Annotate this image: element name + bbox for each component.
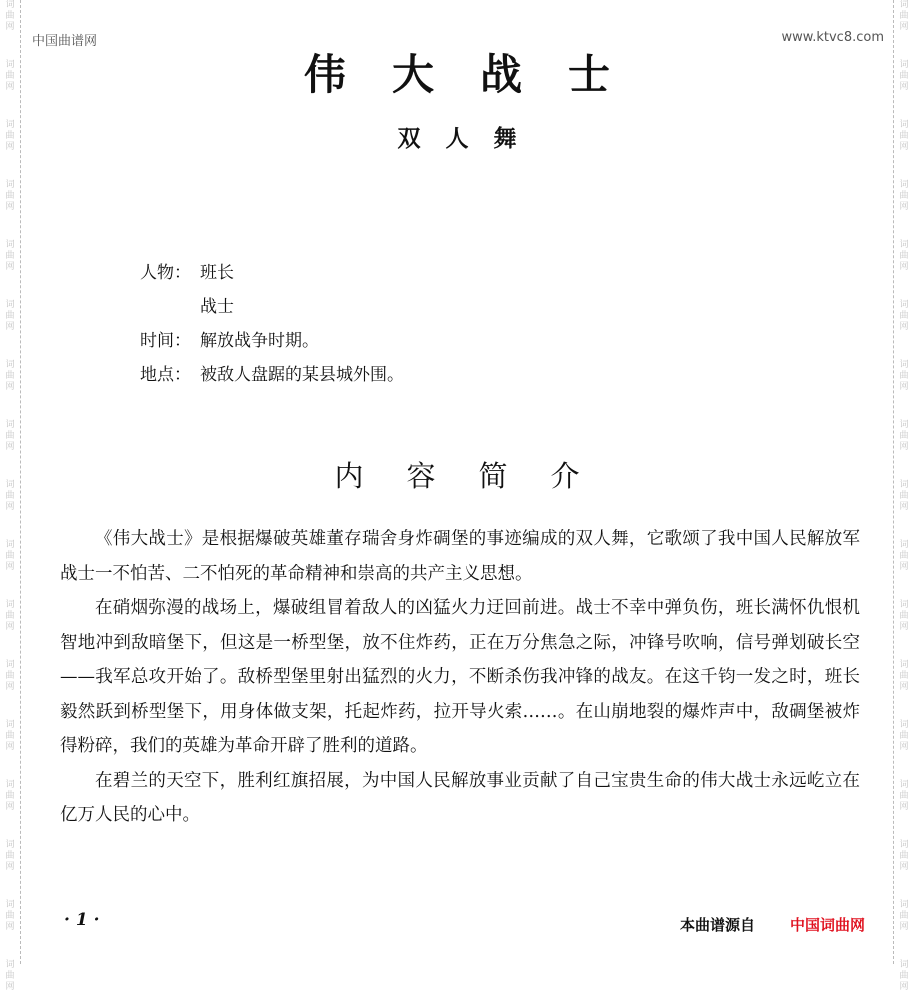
watermark-char: 词 xyxy=(5,720,15,730)
watermark-glyph-group xyxy=(894,840,914,873)
info-label: 人物： xyxy=(140,263,191,283)
watermark-char: 曲 xyxy=(5,251,15,261)
watermark-char: 曲 xyxy=(899,191,909,201)
watermark-glyph-group xyxy=(0,180,20,213)
watermark-char: 网 xyxy=(5,202,15,212)
page-title: 伟大战士 xyxy=(303,50,656,99)
watermark-char: 网 xyxy=(5,82,15,92)
watermark-char: 网 xyxy=(899,622,909,632)
watermark-glyph-group xyxy=(0,0,20,33)
watermark-char: 词 xyxy=(899,660,909,670)
watermark-char: 曲 xyxy=(5,671,15,681)
watermark-char: 词 xyxy=(5,480,15,490)
watermark-char: 词 xyxy=(5,660,15,670)
info-label: 地点： xyxy=(140,365,191,385)
site-url-right: www.ktvc8.com xyxy=(781,30,884,45)
watermark-char: 网 xyxy=(899,22,909,32)
watermark-char: 词 xyxy=(899,600,909,610)
watermark-char: 网 xyxy=(899,922,909,932)
cast-info xyxy=(140,256,404,392)
watermark-glyph-group xyxy=(0,240,20,273)
watermark-char: 网 xyxy=(899,202,909,212)
watermark-glyph-group xyxy=(0,720,20,753)
watermark-char: 曲 xyxy=(5,191,15,201)
watermark-char: 词 xyxy=(5,960,15,970)
watermark-char: 词 xyxy=(899,900,909,910)
watermark-char: 网 xyxy=(899,742,909,752)
watermark-char: 曲 xyxy=(899,671,909,681)
watermark-char: 曲 xyxy=(5,551,15,561)
watermark-glyph-group xyxy=(0,360,20,393)
watermark-char: 曲 xyxy=(899,11,909,21)
watermark-char: 网 xyxy=(5,22,15,32)
watermark-char: 词 xyxy=(899,300,909,310)
watermark-char: 曲 xyxy=(899,791,909,801)
watermark-char: 词 xyxy=(5,300,15,310)
watermark-glyph-group xyxy=(894,360,914,393)
watermark-char: 词 xyxy=(899,420,909,430)
watermark-char: 曲 xyxy=(899,71,909,81)
info-row-characters xyxy=(140,256,404,290)
watermark-char: 曲 xyxy=(5,11,15,21)
watermark-glyph-group xyxy=(894,600,914,633)
info-value: 解放战争时期。 xyxy=(200,331,319,351)
watermark-char: 词 xyxy=(5,120,15,130)
watermark-char: 网 xyxy=(899,142,909,152)
watermark-char: 曲 xyxy=(5,131,15,141)
info-value: 战士 xyxy=(200,297,234,317)
watermark-char: 曲 xyxy=(899,551,909,561)
watermark-char: 网 xyxy=(899,262,909,272)
watermark-char: 曲 xyxy=(899,131,909,141)
info-row-time xyxy=(140,324,404,358)
watermark-glyph-group xyxy=(0,960,20,993)
watermark-char: 词 xyxy=(899,840,909,850)
synopsis-paragraph: 《伟大战士》是根据爆破英雄董存瑞舍身炸碉堡的事迹编成的双人舞，它歌颂了我中国人民解放军战士一不怕苦、二不怕死的革命精神和崇高的共产主义思想。 xyxy=(60,529,860,584)
watermark-char: 曲 xyxy=(5,431,15,441)
watermark-char: 曲 xyxy=(5,911,15,921)
watermark-glyph-group xyxy=(894,0,914,33)
watermark-char: 曲 xyxy=(5,491,15,501)
info-value: 班长 xyxy=(200,263,234,283)
source-label: 本曲谱源自 xyxy=(680,916,756,934)
watermark-char: 词 xyxy=(5,60,15,70)
page-number: · 1 · xyxy=(64,910,100,930)
watermark-glyph-group xyxy=(894,180,914,213)
watermark-char: 曲 xyxy=(5,71,15,81)
watermark-glyph-group xyxy=(0,660,20,693)
watermark-char: 曲 xyxy=(899,611,909,621)
watermark-char: 网 xyxy=(5,682,15,692)
watermark-char: 词 xyxy=(5,900,15,910)
watermark-char: 网 xyxy=(5,802,15,812)
watermark-char: 网 xyxy=(5,262,15,272)
watermark-char: 曲 xyxy=(899,851,909,861)
watermark-char: 网 xyxy=(5,622,15,632)
watermark-char: 网 xyxy=(5,922,15,932)
watermark-glyph-group xyxy=(0,300,20,333)
watermark-char: 曲 xyxy=(5,731,15,741)
watermark-char: 词 xyxy=(5,180,15,190)
watermark-char: 词 xyxy=(899,180,909,190)
watermark-char: 词 xyxy=(899,480,909,490)
watermark-char: 词 xyxy=(899,60,909,70)
watermark-glyph-group xyxy=(0,900,20,933)
watermark-glyph-group xyxy=(894,900,914,933)
watermark-char: 词 xyxy=(5,780,15,790)
synopsis-paragraph: 在硝烟弥漫的战场上，爆破组冒着敌人的凶猛火力迂回前进。战士不幸中弹负伤，班长满怀仇恨机智地冲到敌暗堡下，但这是一桥型堡，放不住炸药，正在万分焦急之际，冲锋号吹响，信号弹划破长空——我军总攻开始了。敌桥型堡里射出猛烈的火力，不断杀伤我冲锋的战友。在这千钧一发之时，班长毅然跃到桥型堡下，用身体做支架，托起炸药，拉开导火索……。在山崩地裂的爆炸声中，敌碉堡被炸得粉碎，我们的英雄为革命开辟了胜利的道路。 xyxy=(60,598,860,756)
watermark-char: 曲 xyxy=(5,851,15,861)
source-site-link[interactable]: 中国词曲网 xyxy=(790,916,866,934)
watermark-char: 曲 xyxy=(5,791,15,801)
watermark-glyph-group xyxy=(894,720,914,753)
watermark-char: 网 xyxy=(899,802,909,812)
watermark-char: 词 xyxy=(5,420,15,430)
watermark-char: 网 xyxy=(899,682,909,692)
watermark-char: 词 xyxy=(899,780,909,790)
watermark-glyph-group xyxy=(894,540,914,573)
watermark-char: 网 xyxy=(5,442,15,452)
watermark-char: 网 xyxy=(5,322,15,332)
watermark-glyph-group xyxy=(894,780,914,813)
watermark-char: 词 xyxy=(5,840,15,850)
watermark-char: 曲 xyxy=(5,371,15,381)
watermark-char: 网 xyxy=(5,562,15,572)
watermark-glyph-group xyxy=(0,840,20,873)
watermark-char: 曲 xyxy=(899,731,909,741)
info-row-characters-2 xyxy=(140,290,404,324)
watermark-char: 网 xyxy=(899,562,909,572)
watermark-char: 网 xyxy=(5,862,15,872)
watermark-char: 词 xyxy=(899,240,909,250)
watermark-char: 网 xyxy=(899,442,909,452)
synopsis-paragraph: 在碧兰的天空下，胜利红旗招展，为中国人民解放事业贡献了自己宝贵生命的伟大战士永远屹立在亿万人民的心中。 xyxy=(60,770,860,825)
watermark-char: 词 xyxy=(5,540,15,550)
watermark-char: 曲 xyxy=(899,311,909,321)
section-heading: 内容简介 xyxy=(334,459,623,493)
watermark-char: 网 xyxy=(899,862,909,872)
site-name-left: 中国曲谱网 xyxy=(32,34,98,49)
watermark-glyph-group xyxy=(0,540,20,573)
watermark-char: 曲 xyxy=(899,251,909,261)
watermark-glyph-group xyxy=(894,420,914,453)
watermark-char: 词 xyxy=(5,600,15,610)
watermark-glyph-group xyxy=(894,240,914,273)
watermark-char: 网 xyxy=(899,382,909,392)
watermark-char: 网 xyxy=(5,382,15,392)
watermark-char: 曲 xyxy=(5,971,15,981)
watermark-char: 词 xyxy=(5,240,15,250)
watermark-char: 词 xyxy=(899,120,909,130)
watermark-char: 网 xyxy=(5,742,15,752)
info-value: 被敌人盘踞的某县城外围。 xyxy=(200,365,404,385)
watermark-char: 网 xyxy=(899,322,909,332)
watermark-char: 词 xyxy=(5,0,15,10)
watermark-char: 曲 xyxy=(899,971,909,981)
watermark-glyph-group xyxy=(894,300,914,333)
watermark-char: 词 xyxy=(899,960,909,970)
watermark-char: 曲 xyxy=(899,431,909,441)
watermark-char: 词 xyxy=(899,540,909,550)
watermark-char: 网 xyxy=(899,502,909,512)
watermark-char: 曲 xyxy=(5,611,15,621)
info-row-place xyxy=(140,358,404,392)
watermark-char: 网 xyxy=(5,502,15,512)
info-label: 时间： xyxy=(140,331,191,351)
synopsis-body xyxy=(60,522,860,833)
watermark-glyph-group xyxy=(894,660,914,693)
watermark-char: 曲 xyxy=(5,311,15,321)
watermark-char: 网 xyxy=(5,142,15,152)
watermark-char: 词 xyxy=(5,360,15,370)
watermark-char: 曲 xyxy=(899,371,909,381)
watermark-char: 词 xyxy=(899,720,909,730)
watermark-char: 曲 xyxy=(899,491,909,501)
watermark-char: 网 xyxy=(899,82,909,92)
watermark-glyph-group xyxy=(0,600,20,633)
watermark-char: 曲 xyxy=(899,911,909,921)
watermark-char: 词 xyxy=(899,360,909,370)
watermark-glyph-group xyxy=(0,780,20,813)
watermark-char: 词 xyxy=(899,0,909,10)
watermark-glyph-group xyxy=(894,960,914,993)
watermark-glyph-group xyxy=(0,420,20,453)
watermark-char: 网 xyxy=(899,982,909,992)
page-subtitle: 双人舞 xyxy=(397,126,542,152)
watermark-char: 网 xyxy=(5,982,15,992)
